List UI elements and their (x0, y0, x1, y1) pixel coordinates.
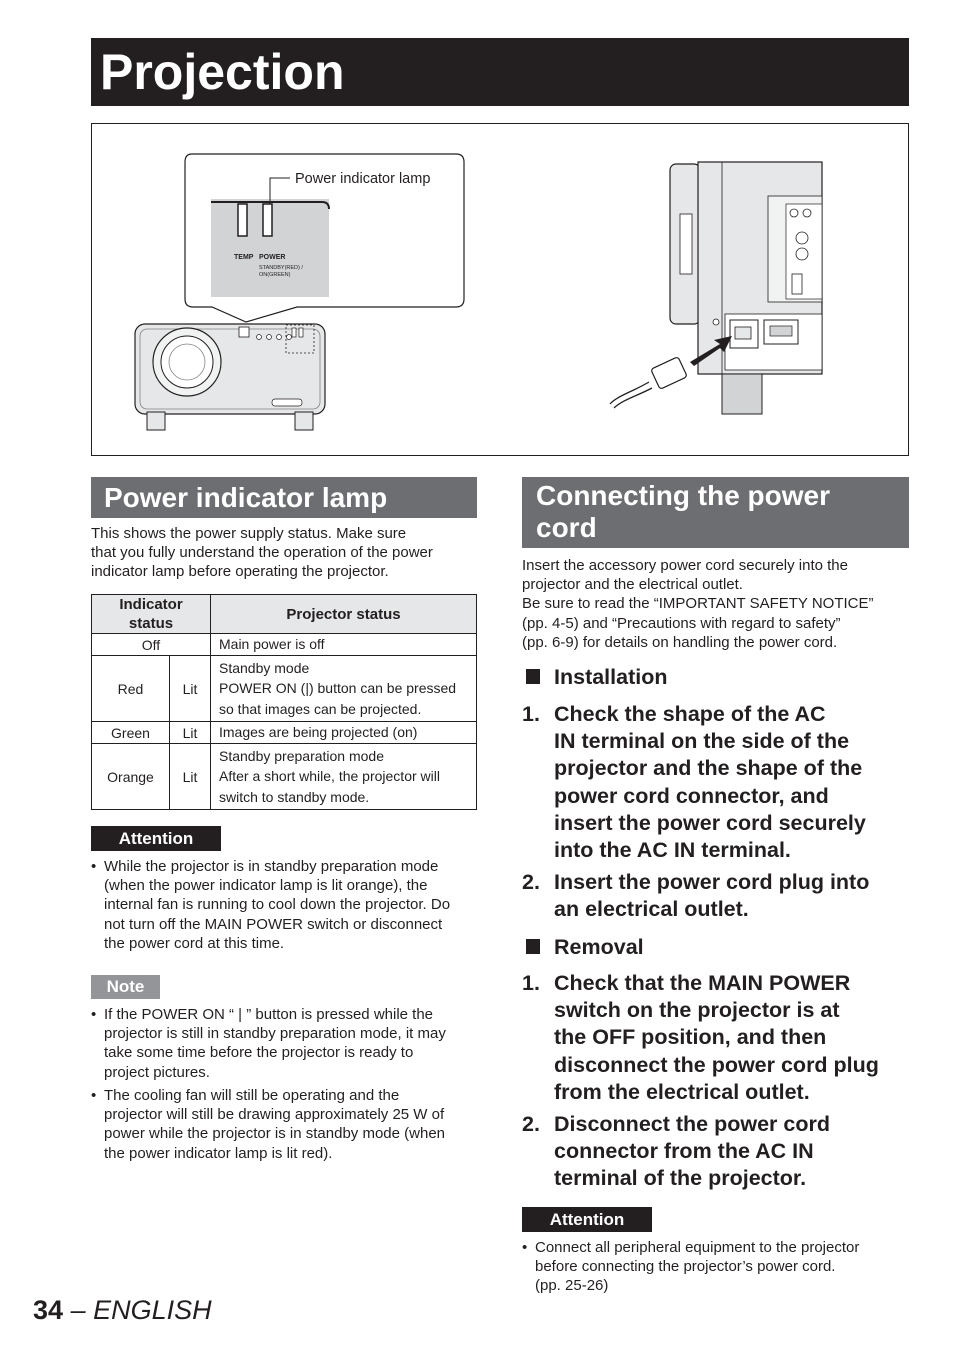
installation-step-1 (522, 701, 909, 866)
status-text: Images are being projected (on) (211, 722, 477, 744)
bullet-line: take some time before the projector is ready to (104, 1044, 414, 1062)
step-line: an electrical outlet. (554, 897, 749, 922)
section-title: Power indicator lamp (104, 482, 388, 513)
step-line: the OFF position, and then (554, 1025, 827, 1050)
intro-line: (pp. 4-5) and “Precautions with regard to safety” (522, 614, 841, 632)
status-text (211, 744, 477, 810)
header-indicator-status (92, 595, 211, 634)
removal-heading (522, 934, 909, 962)
illustration-box (91, 123, 909, 456)
bullet-dot: • (91, 858, 97, 875)
step-line: Check the shape of the AC (554, 702, 826, 726)
installation-heading (522, 664, 909, 692)
left-intro (91, 524, 477, 582)
right-intro (522, 556, 909, 652)
page-title: Projection (100, 44, 345, 100)
section-title-line: Connecting the power (536, 480, 830, 511)
header-indicator-line-1: Indicator (119, 596, 183, 613)
intro-line: indicator lamp before operating the projector. (91, 563, 389, 581)
bullet-text (535, 1238, 859, 1296)
bullet-line: before connecting the projector’s power cord. (535, 1258, 836, 1276)
status-line: POWER ON (|) button can be pressed (219, 680, 457, 697)
step-line: switch on the projector is at (554, 998, 840, 1023)
status-line: Standby preparation mode (219, 747, 384, 764)
bullet-dot: • (522, 1239, 528, 1256)
indicator-color: Green (92, 722, 170, 744)
status-line: Standby mode (219, 659, 310, 676)
indicator-state: Lit (170, 744, 211, 810)
bullet-line: Connect all peripheral equipment to the projector (535, 1239, 860, 1256)
intro-line: (pp. 6-9) for details on handling the power cord. (522, 633, 838, 651)
intro-line: that you fully understand the operation of the power (91, 544, 433, 562)
projector-illustration (92, 124, 908, 455)
bullet-line: internal fan is running to cool down the projector. Do (104, 896, 451, 914)
step-number: 1. (522, 971, 540, 995)
bullet-line: not turn off the MAIN POWER switch or disconnect (104, 915, 443, 933)
bullet-line: the power cord at this time. (104, 934, 285, 952)
indicator-color: Off (92, 634, 211, 656)
power-label: POWER (259, 254, 286, 261)
step-text (554, 1111, 830, 1193)
temp-label: TEMP (234, 254, 254, 261)
indicator-state: Lit (170, 656, 211, 722)
page-number: 34 (33, 1295, 64, 1325)
header-projector-status: Projector status (211, 595, 477, 634)
bullet-text (104, 1086, 445, 1163)
status-text: Main power is off (211, 634, 477, 656)
attention-bullet (91, 857, 477, 957)
step-line: power cord connector, and (554, 783, 829, 808)
bullet-line: If the POWER ON “ | ” button is pressed while the (104, 1006, 434, 1023)
bullet-text (104, 1005, 446, 1082)
step-line: projector and the shape of the (554, 756, 863, 781)
power-indicator-status-table (91, 594, 477, 810)
bullet-line: power while the projector is in standby mode (when (104, 1125, 446, 1143)
page-footer (33, 1292, 212, 1328)
note-bullet (91, 1086, 477, 1166)
removal-step-1 (522, 970, 909, 1110)
square-bullet-icon (526, 669, 540, 684)
intro-line: This shows the power supply status. Make sure (91, 525, 407, 542)
note-bullet (91, 1005, 477, 1085)
step-line: IN terminal on the side of the (554, 729, 850, 754)
note-label: Note (91, 975, 160, 999)
step-line: Disconnect the power cord (554, 1112, 830, 1136)
attention-label: Attention (91, 826, 221, 851)
step-number: 2. (522, 870, 540, 894)
bullet-text (104, 857, 450, 953)
table-row (92, 722, 477, 744)
section-header-connecting-power-cord (522, 477, 909, 548)
bullet-dot: • (91, 1006, 97, 1023)
bullet-line: (when the power indicator lamp is lit orange), the (104, 877, 428, 895)
indicator-state: Lit (170, 722, 211, 744)
indicator-color: Red (92, 656, 170, 722)
step-number: 2. (522, 1112, 540, 1136)
table-row (92, 656, 477, 722)
section-title (536, 480, 896, 544)
section-title-line: cord (536, 512, 597, 543)
intro-line: projector and the electrical outlet. (522, 576, 743, 594)
step-text (554, 701, 866, 864)
status-line: so that images can be projected. (219, 700, 422, 717)
callout-label: Power indicator lamp (295, 171, 431, 187)
step-line: from the electrical outlet. (554, 1079, 810, 1104)
bullet-line: While the projector is in standby preparation mode (104, 858, 439, 875)
step-line: terminal of the projector. (554, 1166, 807, 1191)
removal-step-2 (522, 1111, 909, 1195)
square-bullet-icon (526, 939, 540, 954)
removal-heading-text: Removal (554, 935, 644, 959)
bullet-line: projector is still in standby preparation mode, it may (104, 1025, 446, 1043)
step-line: Insert the power cord plug into (554, 870, 870, 894)
header-indicator-line-2: status (128, 615, 174, 632)
section-header-power-indicator-lamp (91, 477, 477, 518)
footer-language: – ENGLISH (70, 1295, 212, 1325)
step-line: insert the power cord securely (554, 810, 866, 835)
intro-line: Insert the accessory power cord securely into the (522, 557, 848, 574)
step-text (554, 869, 869, 923)
installation-step-2 (522, 869, 909, 924)
step-text (554, 970, 879, 1106)
status-line: After a short while, the projector will (219, 768, 440, 785)
standby-label-1: STANDBY(RED) / (259, 265, 303, 271)
status-text (211, 656, 477, 722)
intro-line: Be sure to read the “IMPORTANT SAFETY NOTICE” (522, 595, 874, 613)
step-line: connector from the AC IN (554, 1139, 814, 1164)
attention-bullet (522, 1238, 909, 1298)
table-row (92, 744, 477, 810)
step-line: disconnect the power cord plug (554, 1052, 879, 1077)
bullet-line: projector will still be drawing approximately 25 W of (104, 1106, 445, 1124)
step-number: 1. (522, 702, 540, 726)
table-header-row (92, 595, 477, 634)
bullet-line: the power indicator lamp is lit red). (104, 1144, 333, 1162)
bullet-line: project pictures. (104, 1063, 210, 1081)
attention-label: Attention (522, 1207, 652, 1232)
indicator-color: Orange (92, 744, 170, 810)
title-bar (91, 38, 909, 106)
bullet-line: (pp. 25-26) (535, 1277, 609, 1295)
bullet-line: The cooling fan will still be operating and the (104, 1087, 400, 1104)
step-line: into the AC IN terminal. (554, 838, 791, 863)
standby-label-2: ON(GREEN) (259, 272, 291, 278)
installation-heading-text: Installation (554, 665, 668, 689)
bullet-dot: • (91, 1087, 97, 1104)
step-line: Check that the MAIN POWER (554, 971, 851, 995)
table-row (92, 634, 477, 656)
status-line: switch to standby mode. (219, 788, 370, 805)
